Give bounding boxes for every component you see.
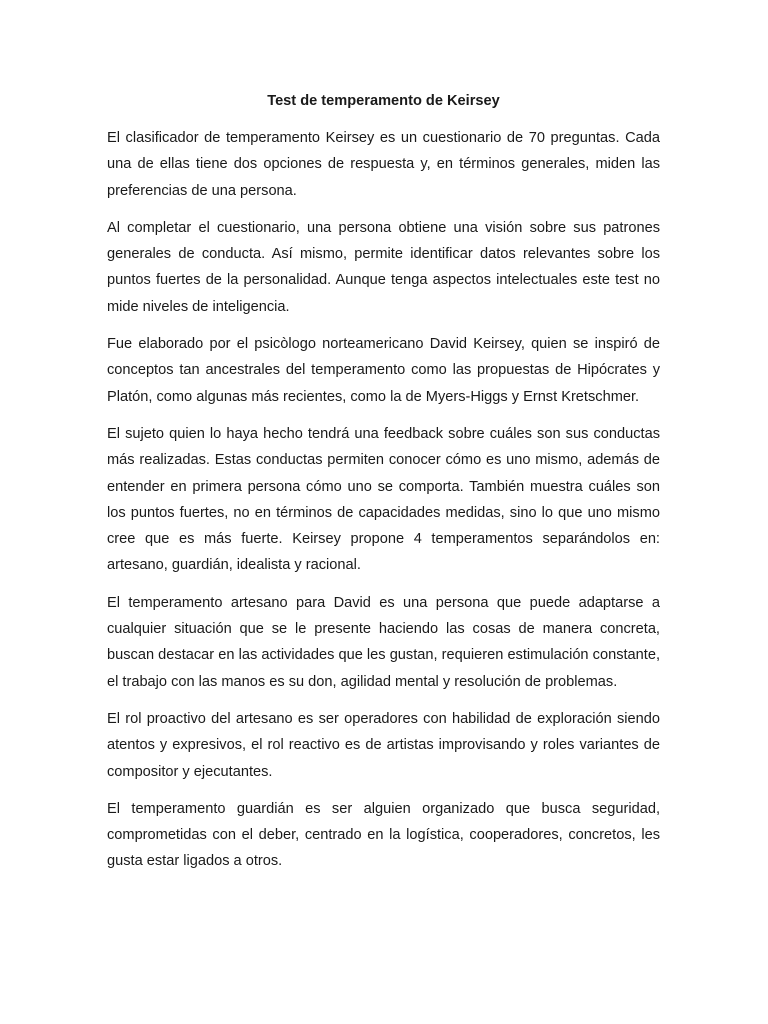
document-body xyxy=(107,90,660,886)
paragraph-5: El temperamento artesano para David es una persona que puede adaptarse a cualquier situación que se le presente haciendo las cosas de manera concreta, buscan destacar en las actividades que les gustan, requieren estimulación constante, el trabajo con las manos es su don, agilidad mental y resolución de problemas. xyxy=(107,594,660,690)
paragraph-7: El temperamento guardián es ser alguien organizado que busca seguridad, comprometidas con el deber, centrado en la logística, cooperadores, concretos, les gusta estar ligados a otros. xyxy=(107,800,660,870)
document-title: Test de temperamento de Keirsey xyxy=(267,93,500,109)
paragraph-4: El sujeto quien lo haya hecho tendrá una feedback sobre cuáles son sus conductas más realizadas. Estas conductas permiten conocer cómo es uno mismo, además de entender en primera persona cómo uno se comporta. También muestra cuáles son los puntos fuertes, no en términos de capacidades medidas, sino lo que uno mismo cree que es más fuerte. Keirsey propone 4 temperamentos separándolos en: artesano, guardián, idealista y racional. xyxy=(107,425,660,574)
paragraph-3: Fue elaborado por el psicòlogo norteamericano David Keirsey, quien se inspiró de conceptos tan ancestrales del temperamento como las propuestas de Hipócrates y Platón, como algunas más recientes, como la de Myers-Higgs y Ernst Kretschmer. xyxy=(107,336,660,405)
paragraph-2: Al completar el cuestionario, una persona obtiene una visión sobre sus patrones generales de conducta. Así mismo, permite identificar datos relevantes sobre los puntos fuertes de la personalidad. Aunque tenga aspectos intelectuales este test no mide niveles de inteligencia. xyxy=(107,219,660,315)
paragraph-6: El rol proactivo del artesano es ser operadores con habilidad de exploración siendo atentos y expresivos, el rol reactivo es de artistas improvisando y roles variantes de compositor y ejecutantes. xyxy=(107,710,660,780)
paragraph-1: El clasificador de temperamento Keirsey es un cuestionario de 70 preguntas. Cada una de ellas tiene dos opciones de respuesta y, en términos generales, miden las preferencias de una persona. xyxy=(107,130,660,199)
